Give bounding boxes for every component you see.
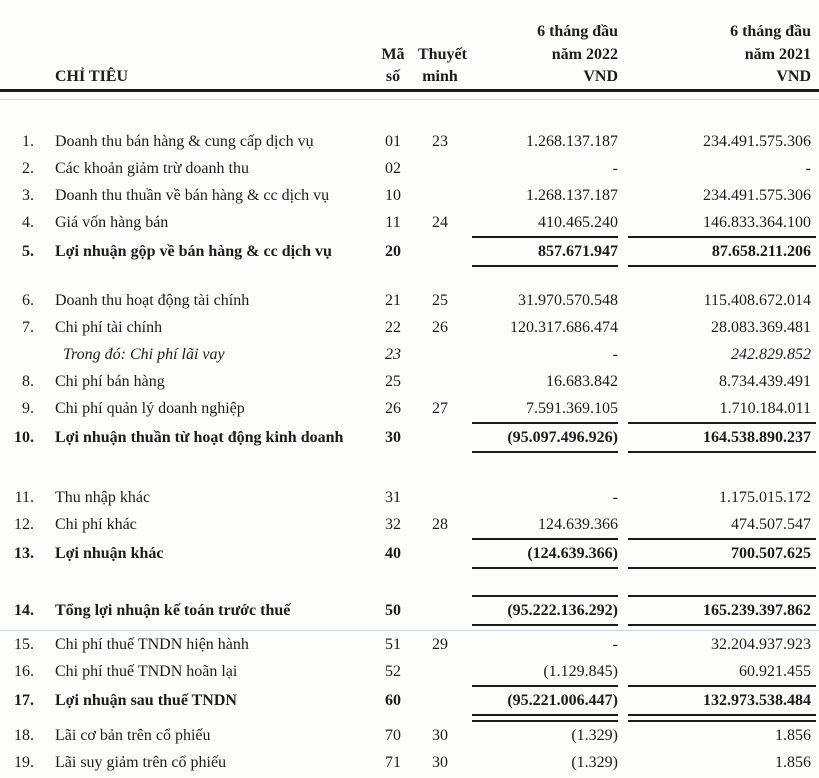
row-number: 11. xyxy=(14,488,34,506)
thuyet-minh-cell: 27 xyxy=(432,399,448,417)
row-label: Chi phí quản lý doanh nghiệp xyxy=(55,399,245,417)
total-underline xyxy=(472,236,618,238)
rule-cell xyxy=(368,624,418,626)
table-row xyxy=(0,395,819,422)
rule-cell xyxy=(418,624,462,626)
total-underline xyxy=(628,265,816,267)
rule-cell xyxy=(618,422,628,424)
rule-cell xyxy=(418,685,462,687)
row-label: Lợi nhuận gộp về bán hàng & cc dịch vụ xyxy=(55,242,332,260)
value-2022-cell: 16.683.842 xyxy=(546,372,618,390)
ma-so-cell: 40 xyxy=(385,544,401,562)
total-underline xyxy=(472,265,618,267)
total-rule-row xyxy=(0,538,819,540)
total-underline xyxy=(472,451,618,453)
rule-cell xyxy=(34,624,368,626)
rule-cell xyxy=(628,595,816,597)
row-number: 1. xyxy=(22,132,34,150)
table-row xyxy=(0,341,819,368)
table-header-row xyxy=(0,0,819,92)
row-number: 8. xyxy=(22,372,34,390)
value-2021-cell: 234.491.575.306 xyxy=(703,132,811,150)
table-row xyxy=(0,209,819,236)
ma-so-line-2: số xyxy=(385,68,401,86)
row-label: Lợi nhuận khác xyxy=(55,544,164,562)
row-label: Doanh thu thuần về bán hàng & cc dịch vụ xyxy=(55,186,330,204)
rule-cell xyxy=(418,595,462,597)
rule-cell xyxy=(34,265,368,267)
total-underline xyxy=(628,595,816,597)
table-row xyxy=(0,287,819,314)
rule-cell xyxy=(368,685,418,687)
rule-cell xyxy=(0,685,34,687)
thuyet-minh-cell: 28 xyxy=(432,515,448,533)
rule-cell xyxy=(628,714,816,722)
value-2022-cell: (1.329) xyxy=(571,753,618,771)
total-rule-row xyxy=(0,595,819,597)
ma-so-cell: 20 xyxy=(385,242,401,260)
total-rule-row xyxy=(0,624,819,626)
value-2021-cell: 28.083.369.481 xyxy=(711,318,811,336)
rule-cell xyxy=(0,595,34,597)
ma-so-cell: 50 xyxy=(385,601,401,619)
total-rule-row xyxy=(0,451,819,453)
total-underline xyxy=(628,236,816,238)
value-2022-cell: (1.129.845) xyxy=(543,662,618,680)
table-row xyxy=(0,511,819,538)
total-underline xyxy=(628,538,816,540)
rule-cell xyxy=(628,538,816,540)
total-underline xyxy=(472,422,618,424)
ma-so-cell: 10 xyxy=(385,186,401,204)
row-number: 2. xyxy=(22,159,34,177)
total-rule-row xyxy=(0,236,819,238)
double-underline xyxy=(628,714,816,722)
ma-so-cell: 21 xyxy=(385,291,401,309)
row-label: Lãi suy giảm trên cổ phiếu xyxy=(55,753,227,771)
rule-cell xyxy=(418,714,462,722)
double-underline xyxy=(472,714,618,722)
table-body xyxy=(0,100,819,778)
period-2021-line-1: 6 tháng đầu xyxy=(730,22,811,40)
rule-cell xyxy=(418,451,462,453)
value-2021-cell: 242.829.852 xyxy=(731,345,811,363)
row-number: 10. xyxy=(14,428,34,446)
rule-cell xyxy=(462,567,618,569)
value-2021-cell: 87.658.211.206 xyxy=(711,242,811,260)
row-label: Lãi cơ bản trên cổ phiếu xyxy=(55,726,211,744)
rule-cell xyxy=(628,451,816,453)
rule-cell xyxy=(418,236,462,238)
thuyet-minh-line-2: minh xyxy=(422,68,458,86)
rule-cell xyxy=(0,265,34,267)
row-number: 6. xyxy=(22,291,34,309)
table-row xyxy=(0,658,819,685)
period-2022-line-1: 6 tháng đầu xyxy=(537,22,618,40)
table-row xyxy=(0,631,819,658)
value-2021-cell: 700.507.625 xyxy=(731,544,811,562)
ma-so-cell: 01 xyxy=(385,132,401,150)
column-header-period-2022 xyxy=(462,21,618,89)
value-2021-cell: 1.856 xyxy=(775,726,811,744)
value-2021-cell: 474.507.547 xyxy=(731,515,811,533)
thuyet-minh-cell: 30 xyxy=(432,753,448,771)
value-2022-cell: - xyxy=(612,488,618,506)
rule-cell xyxy=(34,567,368,569)
value-2022-cell: 857.671.947 xyxy=(538,242,618,260)
rule-cell xyxy=(368,236,418,238)
rule-cell xyxy=(34,422,368,424)
value-2021-cell: 1.175.015.172 xyxy=(719,488,811,506)
rule-cell xyxy=(628,265,816,267)
row-number: 15. xyxy=(14,635,34,653)
ma-so-cell: 31 xyxy=(385,488,401,506)
row-label: Doanh thu bán hàng & cung cấp dịch vụ xyxy=(55,132,314,150)
value-2021-cell: 32.204.937.923 xyxy=(711,635,811,653)
row-label: Chi phí thuế TNDN hiện hành xyxy=(55,635,249,653)
row-number: 12. xyxy=(14,515,34,533)
period-2022-line-2: năm 2022 xyxy=(551,45,618,63)
total-rule-row xyxy=(0,422,819,424)
rule-cell xyxy=(628,685,816,687)
period-2021-currency: VND xyxy=(776,68,811,86)
row-number: 9. xyxy=(22,399,34,417)
table-row xyxy=(0,424,819,451)
table-row xyxy=(0,722,819,749)
double-total-rule-row xyxy=(0,714,819,722)
total-underline xyxy=(628,422,816,424)
rule-cell xyxy=(618,595,628,597)
period-2022-currency: VND xyxy=(583,68,618,86)
rule-cell xyxy=(618,714,628,722)
row-label: Chi phí tài chính xyxy=(55,318,163,336)
ma-so-cell: 23 xyxy=(385,345,401,363)
rule-cell xyxy=(418,567,462,569)
rule-cell xyxy=(418,422,462,424)
rule-cell xyxy=(0,624,34,626)
value-2022-cell: 410.465.240 xyxy=(538,213,618,231)
thuyet-minh-cell: 29 xyxy=(432,635,448,653)
rule-cell xyxy=(462,714,618,722)
rule-cell xyxy=(462,595,618,597)
section-gap xyxy=(0,453,819,484)
total-underline xyxy=(628,685,816,687)
rule-cell xyxy=(618,265,628,267)
rule-cell xyxy=(462,685,618,687)
rule-cell xyxy=(418,265,462,267)
rule-cell xyxy=(368,422,418,424)
rule-cell xyxy=(628,567,816,569)
row-label: Lợi nhuận sau thuế TNDN xyxy=(55,691,237,709)
ma-so-cell: 71 xyxy=(385,753,401,771)
row-label: Chi phí bán hàng xyxy=(55,372,165,390)
value-2022-cell: 1.268.137.187 xyxy=(526,186,618,204)
rule-cell xyxy=(368,538,418,540)
rule-cell xyxy=(618,236,628,238)
value-2021-cell: 165.239.397.862 xyxy=(703,601,811,619)
rule-cell xyxy=(462,236,618,238)
table-row xyxy=(0,484,819,511)
ma-so-cell: 70 xyxy=(385,726,401,744)
value-2022-cell: (95.221.006.447) xyxy=(507,691,618,709)
row-number: 19. xyxy=(14,753,34,771)
value-2022-cell: - xyxy=(612,345,618,363)
table-row xyxy=(0,687,819,714)
rule-cell xyxy=(618,451,628,453)
row-label: Tổng lợi nhuận kế toán trước thuế xyxy=(55,601,291,619)
ma-so-line-1: Mã xyxy=(381,45,405,63)
value-2021-cell: 8.734.439.491 xyxy=(719,372,811,390)
total-underline xyxy=(628,451,816,453)
rule-cell xyxy=(628,624,816,626)
ma-so-cell: 26 xyxy=(385,399,401,417)
rule-cell xyxy=(618,685,628,687)
total-underline xyxy=(628,567,816,569)
thuyet-minh-cell: 30 xyxy=(432,726,448,744)
ma-so-cell: 22 xyxy=(385,318,401,336)
row-label: Doanh thu hoạt động tài chính xyxy=(55,291,250,309)
column-header-period-2021 xyxy=(628,21,816,89)
rule-cell xyxy=(618,538,628,540)
rule-cell xyxy=(462,624,618,626)
thuyet-minh-cell: 23 xyxy=(432,132,448,150)
rule-cell xyxy=(368,265,418,267)
table-row xyxy=(0,128,819,155)
total-underline xyxy=(628,624,816,626)
ma-so-cell: 11 xyxy=(385,213,401,231)
value-2022-cell: 7.591.369.105 xyxy=(526,399,618,417)
rule-cell xyxy=(0,538,34,540)
rule-cell xyxy=(0,451,34,453)
row-label: Giá vốn hàng bán xyxy=(55,213,169,231)
value-2022-cell: (124.639.366) xyxy=(527,544,618,562)
rule-cell xyxy=(462,422,618,424)
row-number: 18. xyxy=(14,726,34,744)
column-header-chi-tieu xyxy=(34,66,368,89)
section-gap xyxy=(0,100,819,128)
ma-so-cell: 51 xyxy=(385,635,401,653)
thuyet-minh-cell: 25 xyxy=(432,291,448,309)
table-row xyxy=(0,368,819,395)
table-row xyxy=(0,749,819,776)
total-underline xyxy=(472,595,618,597)
row-number: 4. xyxy=(22,213,34,231)
rule-cell xyxy=(368,595,418,597)
rule-cell xyxy=(628,422,816,424)
rule-cell xyxy=(462,265,618,267)
value-2021-cell: 1.710.184.011 xyxy=(719,399,811,417)
thuyet-minh-cell: 24 xyxy=(432,213,448,231)
rule-cell xyxy=(368,714,418,722)
row-number: 14. xyxy=(14,601,34,619)
chi-tieu-label: CHỈ TIÊU xyxy=(55,68,129,86)
ma-so-cell: 60 xyxy=(385,691,401,709)
value-2021-cell: 234.491.575.306 xyxy=(703,186,811,204)
row-label: Thu nhập khác xyxy=(55,488,151,506)
rule-cell xyxy=(34,451,368,453)
table-row xyxy=(0,314,819,341)
total-underline xyxy=(472,538,618,540)
rule-cell xyxy=(34,685,368,687)
ma-so-cell: 25 xyxy=(385,372,401,390)
row-label: Chi phí thuế TNDN hoãn lại xyxy=(55,662,238,680)
period-2021-line-2: năm 2021 xyxy=(744,45,811,63)
ma-so-cell: 32 xyxy=(385,515,401,533)
value-2021-cell: 60.921.455 xyxy=(739,662,811,680)
ma-so-cell: 52 xyxy=(385,662,401,680)
rule-cell xyxy=(0,714,34,722)
value-2022-cell: (95.222.136.292) xyxy=(507,601,618,619)
value-2021-cell: 132.973.538.484 xyxy=(703,691,811,709)
rule-cell xyxy=(0,567,34,569)
value-2022-cell: (95.097.496.926) xyxy=(507,428,618,446)
total-underline xyxy=(472,624,618,626)
row-label: Trong đó: Chi phí lãi vay xyxy=(63,345,225,363)
total-underline xyxy=(472,685,618,687)
thuyet-minh-cell: 26 xyxy=(432,318,448,336)
rule-cell xyxy=(34,538,368,540)
rule-cell xyxy=(628,236,816,238)
table-row xyxy=(0,155,819,182)
total-rule-row xyxy=(0,567,819,569)
section-gap xyxy=(0,569,819,595)
rule-cell xyxy=(0,422,34,424)
value-2021-cell: 164.538.890.237 xyxy=(703,428,811,446)
value-2022-cell: 31.970.570.548 xyxy=(518,291,618,309)
total-rule-row xyxy=(0,265,819,267)
section-gap xyxy=(0,267,819,287)
rule-cell xyxy=(418,538,462,540)
row-number: 17. xyxy=(14,691,34,709)
value-2021-cell: - xyxy=(805,159,811,177)
rule-cell xyxy=(462,451,618,453)
rule-cell xyxy=(368,451,418,453)
ma-so-cell: 30 xyxy=(385,428,401,446)
total-rule-row xyxy=(0,685,819,687)
rule-cell xyxy=(0,236,34,238)
value-2022-cell: 120.317.686.474 xyxy=(510,318,618,336)
rule-cell xyxy=(34,236,368,238)
row-number: 3. xyxy=(22,186,34,204)
rule-cell xyxy=(34,714,368,722)
value-2022-cell: 1.268.137.187 xyxy=(526,132,618,150)
column-header-ma-so xyxy=(368,44,418,89)
value-2022-cell: (1.329) xyxy=(571,726,618,744)
rule-cell xyxy=(618,567,628,569)
thuyet-minh-line-1: Thuyết xyxy=(418,45,467,63)
column-header-thuyet-minh xyxy=(418,44,467,89)
ma-so-cell: 02 xyxy=(385,159,401,177)
table-row xyxy=(0,597,819,624)
row-number: 13. xyxy=(14,544,34,562)
rule-cell xyxy=(34,595,368,597)
total-underline xyxy=(472,567,618,569)
row-label: Các khoản giảm trừ doanh thu xyxy=(55,159,249,177)
rule-cell xyxy=(462,538,618,540)
row-label: Chi phí khác xyxy=(55,515,137,533)
value-2022-cell: 124.639.366 xyxy=(538,515,618,533)
value-2021-cell: 115.408.672.014 xyxy=(703,291,811,309)
table-row xyxy=(0,238,819,265)
value-2021-cell: 146.833.364.100 xyxy=(703,213,811,231)
row-number: 7. xyxy=(22,318,34,336)
row-number: 16. xyxy=(14,662,34,680)
table-row xyxy=(0,540,819,567)
row-number: 5. xyxy=(22,242,34,260)
table-row xyxy=(0,182,819,209)
value-2021-cell: 1.856 xyxy=(775,753,811,771)
row-label: Lợi nhuận thuần từ hoạt động kinh doanh xyxy=(55,428,344,446)
value-2022-cell: - xyxy=(612,159,618,177)
rule-cell xyxy=(368,567,418,569)
rule-cell xyxy=(618,624,628,626)
value-2022-cell: - xyxy=(612,635,618,653)
